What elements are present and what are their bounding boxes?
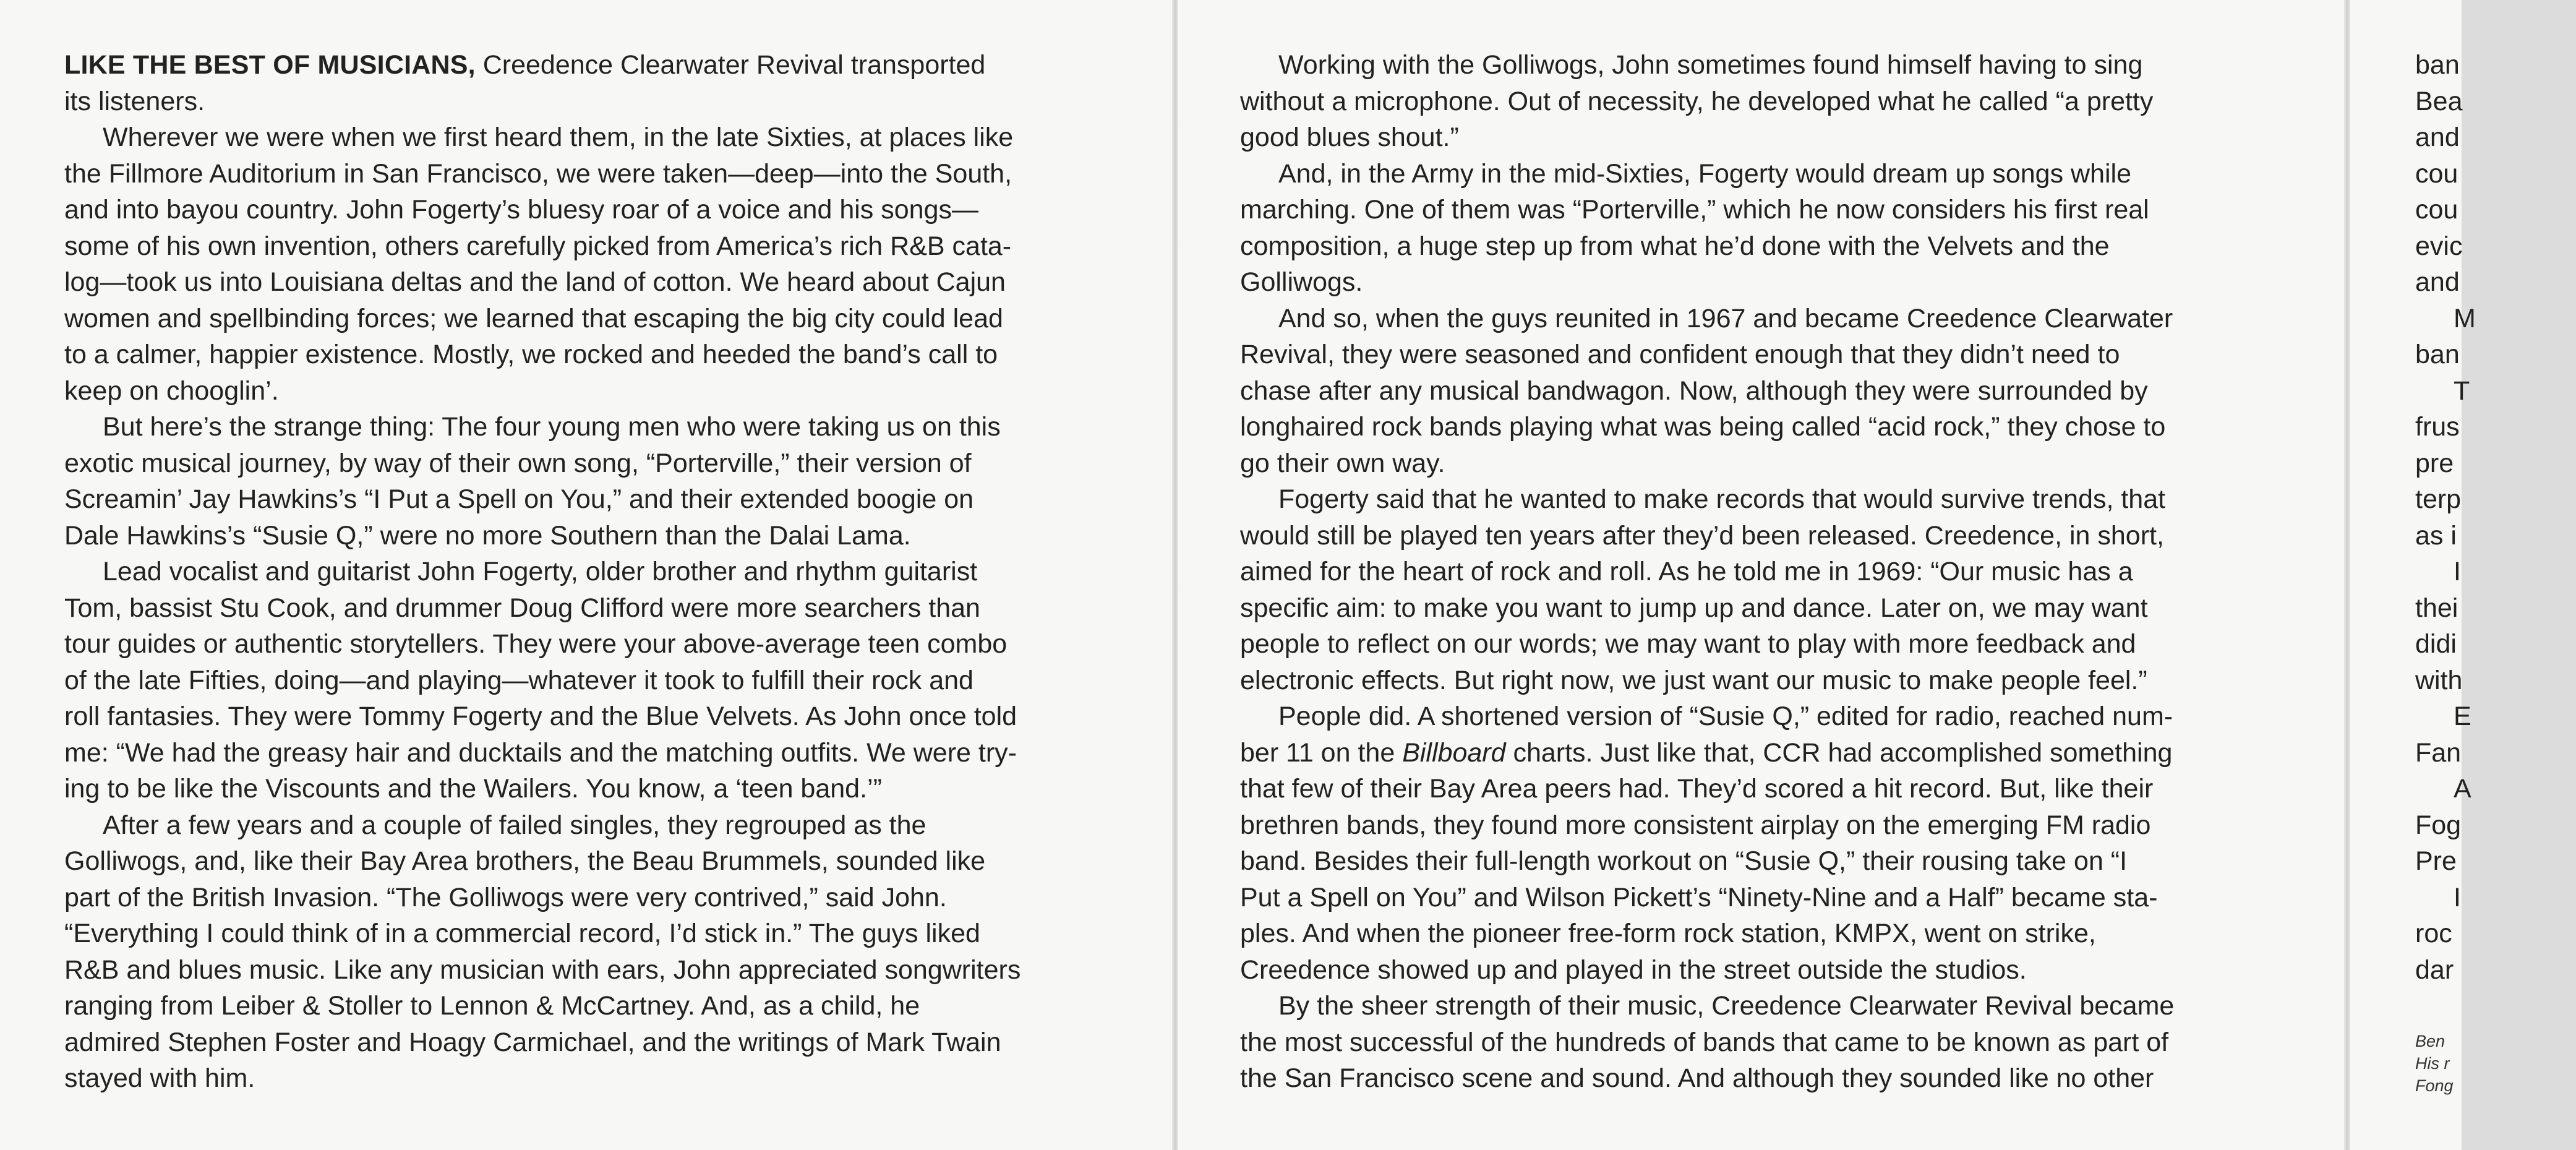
credit-line: Ben xyxy=(2415,1032,2445,1050)
text-line: Bea xyxy=(2415,86,2463,116)
text-line: marching. One of them was “Porterville,” which he now considers his first real xyxy=(1240,195,2149,225)
text-line: “Everything I could think of in a commercial record, I’d stick in.” The guys liked xyxy=(64,919,980,948)
text-line: composition, a huge step up from what he’d done with the Velvets and the xyxy=(1240,231,2110,261)
text-line: and xyxy=(2415,122,2460,152)
text-line: Wherever we were when we first heard them, in the late Sixties, at places like xyxy=(103,122,1014,152)
credit-line: His r xyxy=(2415,1054,2450,1073)
text-line: log—took us into Louisiana deltas and the land of cotton. We heard about Cajun xyxy=(64,267,1006,297)
text-line: women and spellbinding forces; we learned that escaping the big city could lead xyxy=(64,303,1003,333)
text-line: me: “We had the greasy hair and ducktails and the matching outfits. We were try- xyxy=(64,737,1017,768)
text-line: R&B and blues music. Like any musician with ears, John appreciated songwriters xyxy=(64,955,1021,985)
text-line-rest: charts. Just like that, CCR had accomplished something xyxy=(1505,737,2173,768)
text-line: cou xyxy=(2415,195,2458,225)
text-line: roll fantasies. They were Tommy Fogerty and the Blue Velvets. As John once told xyxy=(64,702,1017,731)
text-line: people to reflect on our words; we may want to play with more feedback and xyxy=(1240,629,2136,659)
text-line: some of his own invention, others carefully picked from America’s rich R&B cata- xyxy=(64,231,1012,261)
text-line: to a calmer, happier existence. Mostly, we rocked and heeded the band’s call to xyxy=(64,340,998,369)
text-line: ranging from Leiber & Stoller to Lennon & McCartney. And, as a child, he xyxy=(64,991,920,1021)
text-line: go their own way. xyxy=(1240,448,1445,478)
italic-title: Billboard xyxy=(1402,737,1506,768)
text-line: didi xyxy=(2415,629,2457,659)
text-line: stayed with him. xyxy=(64,1063,255,1093)
page-fold xyxy=(1172,0,1178,1150)
text-line: admired Stephen Foster and Hoagy Carmichael, and the writings of Mark Twain xyxy=(64,1027,1001,1057)
text-line: E xyxy=(2454,702,2471,731)
text-line: with xyxy=(2415,665,2463,695)
author-credit xyxy=(2415,1030,2454,1097)
text-line: Fan xyxy=(2415,737,2462,768)
text-line: T xyxy=(2454,375,2470,406)
text-line: After a few years and a couple of failed singles, they regrouped as the xyxy=(103,810,926,840)
right-page-partial xyxy=(2350,0,2476,1150)
text-line: brethren bands, they found more consistent airplay on the emerging FM radio xyxy=(1240,810,2151,840)
text-line: and into bayou country. John Fogerty’s bluesy roar of a voice and his songs— xyxy=(64,195,978,225)
text-line: pre xyxy=(2415,448,2454,478)
text-line: the most successful of the hundreds of bands that came to be known as part of xyxy=(1240,1027,2169,1057)
lead-in: LIKE THE BEST OF MUSICIANS, xyxy=(64,50,476,80)
text-line: band. Besides their full-length workout on “Susie Q,” their rousing take on “I xyxy=(1240,846,2128,876)
text-line: as i xyxy=(2415,520,2457,551)
text-line-rest: Creedence Clearwater Revival transported xyxy=(475,50,986,80)
text-line: frus xyxy=(2415,412,2460,442)
text-line: keep on chooglin’. xyxy=(64,375,279,406)
text-line: And, in the Army in the mid-Sixties, Fogerty would dream up songs while xyxy=(1278,158,2132,189)
text-line: aimed for the heart of rock and roll. As he told me in 1969: “Our music has a xyxy=(1240,557,2133,586)
middle-text-column xyxy=(1240,47,2316,1097)
text-line: Screamin’ Jay Hawkins’s “I Put a Spell on You,” and their extended boogie on xyxy=(64,484,974,514)
text-line: Dale Hawkins’s “Susie Q,” were no more Southern than the Dalai Lama. xyxy=(64,520,911,551)
left-text-column xyxy=(64,47,1153,1097)
text-line: People did. A shortened version of “Susie Q,” edited for radio, reached num- xyxy=(1278,702,2173,731)
text-line: Pre xyxy=(2415,846,2457,876)
text-line: of the late Fifties, doing—and playing—whatever it took to fulfill their rock and xyxy=(64,665,973,695)
text-line: And so, when the guys reunited in 1967 and became Creedence Clearwater xyxy=(1278,303,2173,333)
text-line: Lead vocalist and guitarist John Fogerty, older brother and rhythm guitarist xyxy=(103,557,978,586)
text-line: By the sheer strength of their music, Creedence Clearwater Revival became xyxy=(1278,991,2175,1021)
text-line: thei xyxy=(2415,593,2458,623)
text-line: the Fillmore Auditorium in San Francisco, we were taken—deep—into the South, xyxy=(64,158,1012,189)
text-line: without a microphone. Out of necessity, he developed what he called “a pretty xyxy=(1240,86,2154,116)
text-line: chase after any musical bandwagon. Now, although they were surrounded by xyxy=(1240,375,2148,406)
text-line: Creedence showed up and played in the street outside the studios. xyxy=(1240,955,2027,985)
text-line: Fog xyxy=(2415,810,2462,840)
text-line: Tom, bassist Stu Cook, and drummer Doug Clifford were more searchers than xyxy=(64,593,980,623)
text-line: would still be played ten years after they’d been released. Creedence, in short, xyxy=(1240,520,2164,551)
text-line: exotic musical journey, by way of their own song, “Porterville,” their version of xyxy=(64,448,972,478)
text-line: and xyxy=(2415,267,2460,297)
text-line: Revival, they were seasoned and confident enough that they didn’t need to xyxy=(1240,340,2120,369)
text-line: A xyxy=(2454,774,2471,804)
text-line: Golliwogs, and, like their Bay Area brothers, the Beau Brummels, sounded like xyxy=(64,846,986,876)
text-line: terp xyxy=(2415,484,2462,514)
text-line xyxy=(64,47,1153,84)
text-line-start: ber 11 on the xyxy=(1240,737,1403,768)
text-line: specific aim: to make you want to jump up and dance. Later on, we may want xyxy=(1240,593,2148,623)
text-line: its listeners. xyxy=(64,86,205,116)
text-line: the San Francisco scene and sound. And although they sounded like no other xyxy=(1240,1063,2154,1093)
right-text-column xyxy=(2415,47,2576,988)
text-line: But here’s the strange thing: The four young men who were taking us on this xyxy=(103,412,1001,442)
text-line: I xyxy=(2454,882,2461,912)
middle-page xyxy=(1178,0,2344,1150)
text-line: evic xyxy=(2415,231,2463,261)
text-line: M xyxy=(2454,303,2476,333)
text-line: roc xyxy=(2415,919,2452,948)
text-line: ing to be like the Viscounts and the Wailers. You know, a ‘teen band.’” xyxy=(64,774,882,804)
credit-line: Fong xyxy=(2415,1076,2454,1095)
text-line: Working with the Golliwogs, John sometimes found himself having to sing xyxy=(1278,50,2143,80)
text-line xyxy=(1240,735,2316,771)
text-line: I xyxy=(2454,557,2461,586)
text-line: tour guides or authentic storytellers. They were your above-average teen combo xyxy=(64,629,1008,659)
text-line: ban xyxy=(2415,340,2460,369)
left-page xyxy=(0,0,1172,1150)
text-line: that few of their Bay Area peers had. They’d scored a hit record. But, like their xyxy=(1240,774,2154,804)
text-line: ples. And when the pioneer free-form rock station, KMPX, went on strike, xyxy=(1240,919,2096,948)
text-line: good blues shout.” xyxy=(1240,122,1459,152)
text-line: Golliwogs. xyxy=(1240,267,1363,297)
text-line: electronic effects. But right now, we just want our music to make people feel.” xyxy=(1240,665,2147,695)
page-fold xyxy=(2344,0,2350,1150)
text-line: dar xyxy=(2415,955,2454,985)
text-line: cou xyxy=(2415,158,2458,189)
text-line: ban xyxy=(2415,50,2460,80)
text-line: Put a Spell on You” and Wilson Pickett’s “Ninety-Nine and a Half” became sta- xyxy=(1240,882,2158,912)
text-line: Fogerty said that he wanted to make records that would survive trends, that xyxy=(1278,484,2166,514)
text-line: longhaired rock bands playing what was being called “acid rock,” they chose to xyxy=(1240,412,2166,442)
text-line: part of the British Invasion. “The Golliwogs were very contrived,” said John. xyxy=(64,882,947,912)
